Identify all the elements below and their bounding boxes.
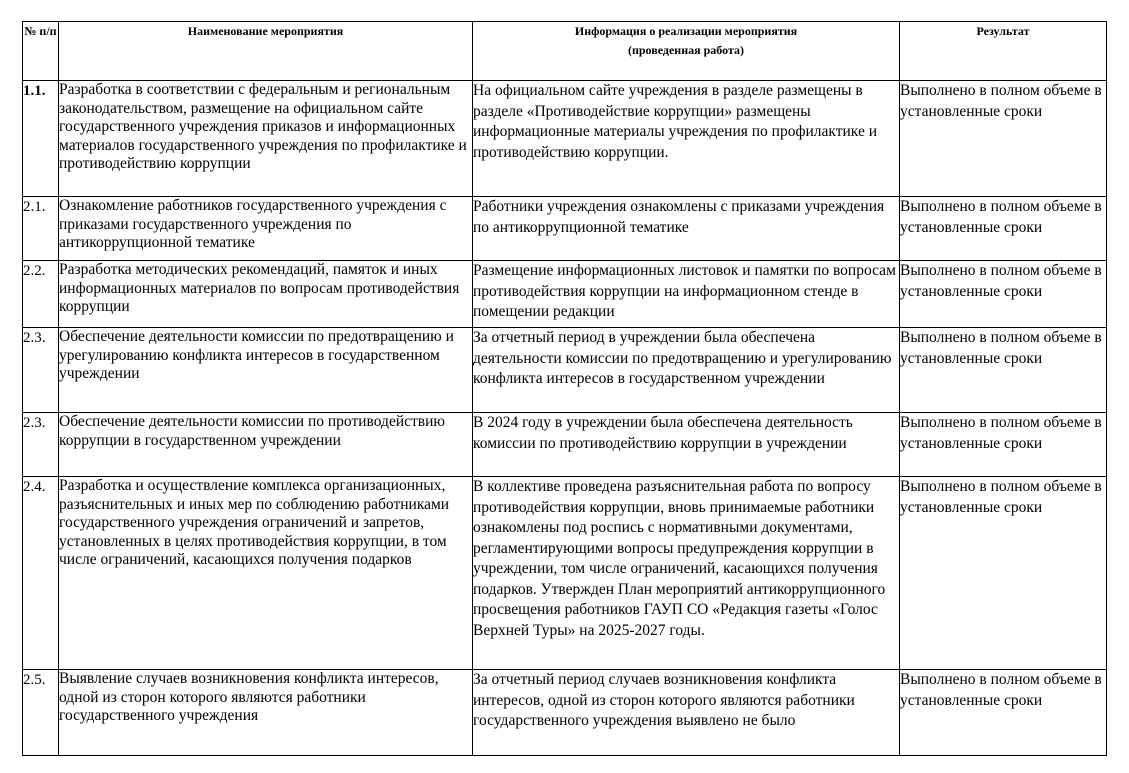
row-result: Выполнено в полном объеме в установленные сроки [900,328,1107,413]
row-num: 2.4. [23,477,59,670]
row-name: Обеспечение деятельности комиссии по предотвращению и урегулированию конфликта интересов в государственном учреждении [59,328,473,413]
row-info: На официальном сайте учреждения в разделе размещены в разделе «Противодействие коррупции» размещены информационные материалы учреждения по профилактике и противодействию коррупции. [473,81,900,197]
row-name: Ознакомление работников государственного учреждения с приказами государственного учреждения по антикоррупционной тематике [59,197,473,261]
row-num: 2.5. [23,670,59,756]
row-num: 2.1. [23,197,59,261]
row-name: Разработка и осуществление комплекса организационных, разъяснительных и иных мер по соблюдению работниками государственного учреждения ограничений и запретов, установленных в целях противодействия коррупции, в том числе ограничений, касающихся получения подарков [59,477,473,670]
table-row [23,81,1107,197]
row-num: 1.1. [23,81,59,197]
row-info: Размещение информационных листовок и памятки по вопросам противодействия коррупции на информационном стенде в помещении редакции [473,261,900,328]
table-row [23,670,1107,756]
header-result: Результат [900,22,1107,81]
header-name: Наименование мероприятия [59,22,473,81]
header-num: № п/п [23,22,59,81]
row-result: Выполнено в полном объеме в установленные сроки [900,413,1107,477]
table-row [23,261,1107,328]
row-result: Выполнено в полном объеме в установленные сроки [900,477,1107,670]
table-row [23,477,1107,670]
report-table [22,21,1107,756]
row-info: В 2024 году в учреждении была обеспечена деятельность комиссии по противодействию коррупции в учреждении [473,413,900,477]
table-row [23,197,1107,261]
row-result: Выполнено в полном объеме в установленные сроки [900,670,1107,756]
row-name: Обеспечение деятельности комиссии по противодействию коррупции в государственном учреждении [59,413,473,477]
row-info: В коллективе проведена разъяснительная работа по вопросу противодействия коррупции, вновь принимаемые работники ознакомлены под роспись с нормативными документами, регламентирующими вопросы предупреждения коррупции в учреждении, том числе ограничений, касающихся получения подарков. Утвержден План мероприятий антикоррупционного просвещения работников ГАУП СО «Редакция газеты «Голос Верхней Туры» на 2025-2027 годы. [473,477,900,670]
row-name: Разработка в соответствии с федеральным и региональным законодательством, размещение на официальном сайте государственного учреждения приказов и информационных материалов государственного учреждения по профилактике и противодействию коррупции [59,81,473,197]
row-num: 2.3. [23,328,59,413]
row-name: Разработка методических рекомендаций, памяток и иных информационных материалов по вопросам противодействия коррупции [59,261,473,328]
row-result: Выполнено в полном объеме в установленные сроки [900,197,1107,261]
table-row [23,413,1107,477]
table-row [23,328,1107,413]
header-info-line1: Информация о реализации мероприятия [574,24,798,38]
header-info-line2: (проведенная работа) [627,43,745,57]
row-info: За отчетный период случаев возникновения конфликта интересов, одной из сторон которого являются работники государственного учреждения выявлено не было [473,670,900,756]
row-num: 2.2. [23,261,59,328]
row-name: Выявление случаев возникновения конфликта интересов, одной из сторон которого являются работники государственного учреждения [59,670,473,756]
header-info [473,22,900,81]
row-result: Выполнено в полном объеме в установленные сроки [900,81,1107,197]
row-result: Выполнено в полном объеме в установленные сроки [900,261,1107,328]
table-header-row [23,22,1107,81]
row-info: За отчетный период в учреждении была обеспечена деятельности комиссии по предотвращению и урегулированию конфликта интересов в государственном учреждении [473,328,900,413]
row-num: 2.3. [23,413,59,477]
row-info: Работники учреждения ознакомлены с приказами учреждения по антикоррупционной тематике [473,197,900,261]
